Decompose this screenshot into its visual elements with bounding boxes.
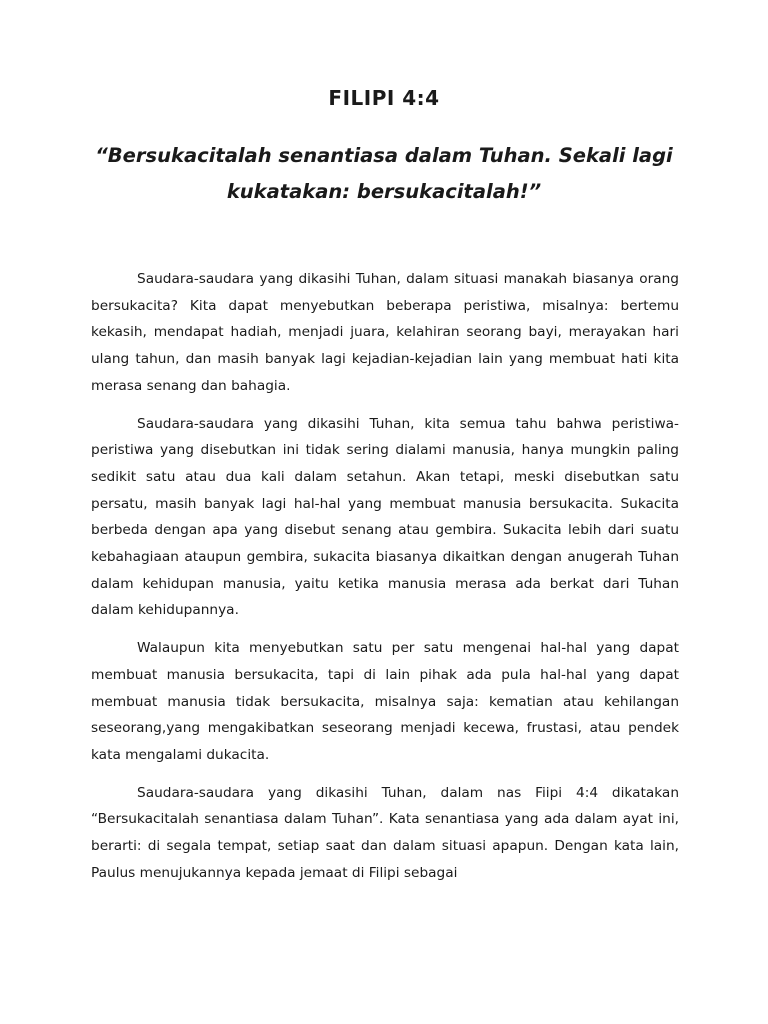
- paragraph-1: Saudara-saudara yang dikasihi Tuhan, dalam situasi manakah biasanya orang bersukacita? Kita dapat menyebutkan beberapa peristiwa, misalnya: bertemu kekasih, mendapat hadiah, menjadi juara, kelahiran seorang bayi, merayakan hari ulang tahun, dan masih banyak lagi kejadian-kejadian lain yang membuat hati kita merasa senang dan bahagia.: [91, 271, 679, 394]
- paragraph-2: Saudara-saudara yang dikasihi Tuhan, kita semua tahu bahwa peristiwa-peristiwa yang disebutkan ini tidak sering dialami manusia, hanya mungkin paling sedikit satu atau dua kali dalam setahun. Akan tetapi, meski disebutkan satu persatu, masih banyak lagi hal-hal yang membuat manusia bersukacita. Sukacita berbeda dengan apa yang disebut senang atau gembira. Sukacita lebih dari suatu kebahagiaan ataupun gembira, sukacita biasanya dikaitkan dengan anugerah Tuhan dalam kehidupan manusia, yaitu ketika manusia merasa ada berkat dari Tuhan dalam kehidupannya.: [91, 415, 679, 619]
- paragraph-3: Walaupun kita menyebutkan satu per satu mengenai hal-hal yang dapat membuat manusia bersukacita, tapi di lain pihak ada pula hal-hal yang dapat membuat manusia tidak bersukacita, misalnya saja: kematian atau kehilangan seseorang,yang mengakibatkan seseorang menjadi kecewa, frustasi, atau pendek kata mengalami dukacita.: [91, 640, 679, 763]
- verse-quote: “Bersukacitalah senantiasa dalam Tuhan. Sekali lagi kukatakan: bersukacitalah!”: [95, 144, 673, 203]
- document-body: [91, 266, 679, 897]
- document-title: FILIPI 4:4: [328, 86, 440, 110]
- paragraph-4: Saudara-saudara yang dikasihi Tuhan, dalam nas Fiipi 4:4 dikatakan “Bersukacitalah senantiasa dalam Tuhan”. Kata senantiasa yang ada dalam ayat ini, berarti: di segala tempat, setiap saat dan dalam situasi apapun. Dengan kata lain, Paulus menujukannya kepada jemaat di Filipi sebagai: [91, 784, 679, 881]
